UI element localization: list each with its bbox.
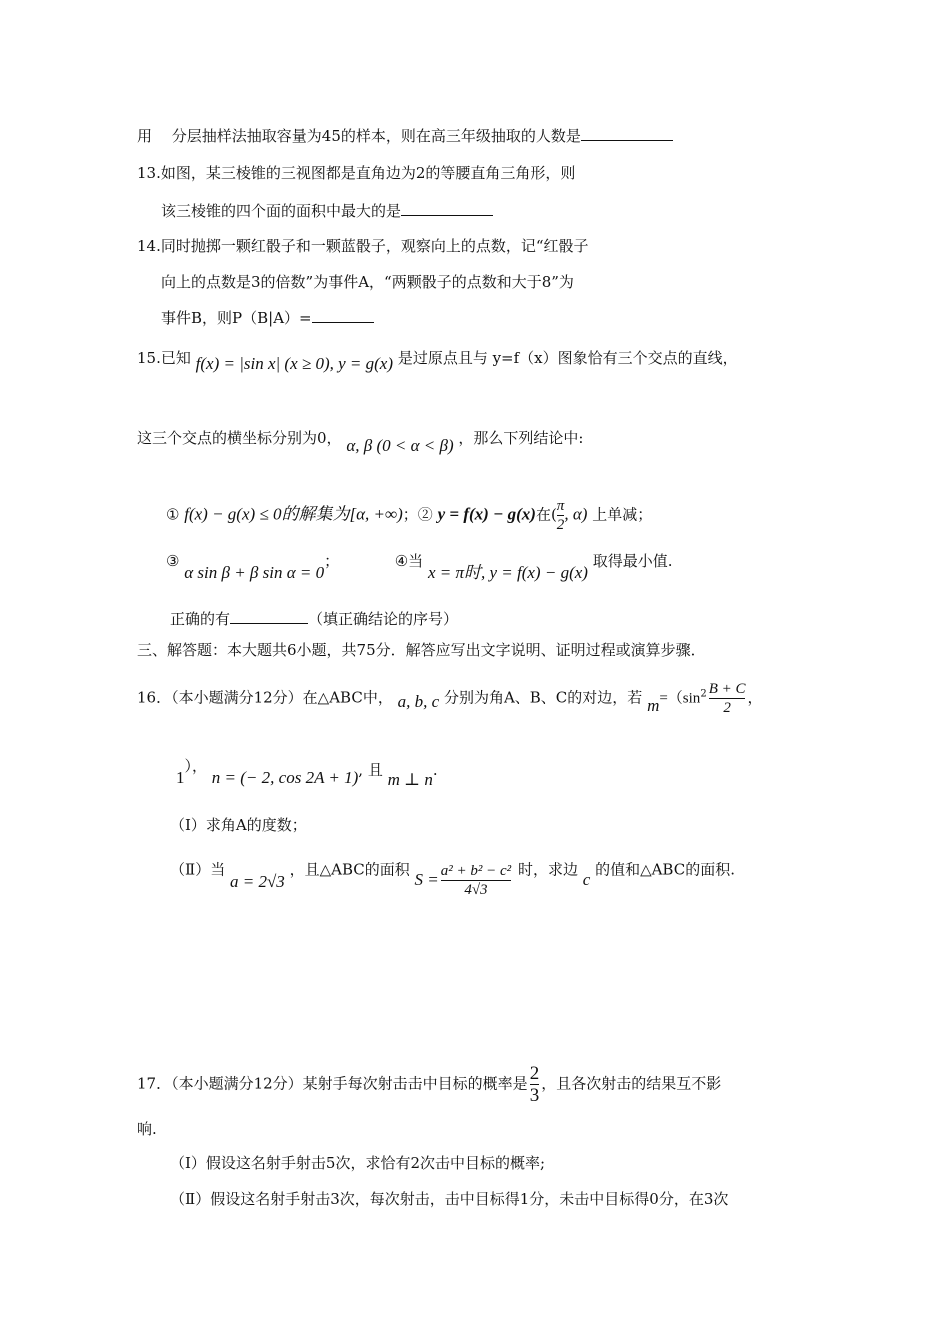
q16-perp: m ⊥ n: [387, 770, 433, 789]
q16-part2-when: 时，求边: [517, 860, 578, 879]
q14-line2: 向上的点数是3的倍数”为事件A，“两颗骰子的点数和大于8”为: [161, 273, 574, 291]
q15-line2-formula: α, β (0 < α < β): [346, 436, 454, 455]
q16-line2-one: 1: [176, 768, 185, 787]
q16-m-fraction: [709, 680, 746, 717]
q17-probability-fraction: [530, 1063, 540, 1106]
q17-suffix: ，且各次射击的结果互不影: [541, 1074, 722, 1093]
q16-line2-paren: ），: [184, 757, 208, 775]
q15-opt2-label: ；②: [402, 505, 433, 524]
q16-prefix: 16．（本小题满分12分）在△ABC中，: [137, 688, 393, 707]
q15-opt4-suffix: 取得最小值.: [592, 552, 673, 570]
q16-line2: [176, 757, 438, 789]
q13-answer-blank[interactable]: [401, 201, 493, 216]
q16-m-label: m: [647, 695, 660, 715]
q14-answer-blank[interactable]: [312, 308, 374, 323]
q15-opt2-fraction: [557, 497, 565, 534]
q16-m-eq: =（sin: [659, 690, 701, 707]
q15-options-row2: [166, 551, 673, 582]
q16-c-var: c: [582, 869, 591, 889]
q15-opt2-mid: 在(: [535, 505, 557, 524]
q15-line2-suffix: ，那么下列结论中:: [458, 429, 584, 447]
q14-line3: [161, 308, 374, 328]
q15-answer-hint: （填正确结论的序号）: [308, 610, 459, 628]
q13-line2: [161, 201, 493, 221]
q17-p-den: 3: [529, 1085, 540, 1106]
q15-opt1-formula: f(x) − g(x) ≤ 0的解集为[α, +∞): [184, 504, 403, 524]
q15-opt4-formula: x = π时, y = f(x) − g(x): [427, 563, 588, 582]
section3-heading: 三、解答题：本大题共6小题，共75分．解答应写出文字说明、证明过程或演算步骤．: [137, 641, 706, 659]
q16-abc: a, b, c: [397, 691, 440, 711]
q15-suffix: 是过原点且与 y=f（x）图象恰有三个交点的直线，: [397, 349, 738, 367]
q13-line2-text: 该三棱锥的四个面的面积中最大的是: [161, 202, 402, 220]
q16-part2-mid: ，且△ABC的面积: [289, 860, 410, 879]
q16-mid: 分别为角A、B、C的对边，若: [443, 688, 643, 707]
q16-s-den: 4√3: [464, 882, 488, 898]
q16-part2-prefix: （Ⅱ）当: [170, 860, 226, 879]
q15-opt1-label: ①: [166, 505, 180, 524]
q17-line2: 响.: [137, 1120, 157, 1138]
q17-part2: （Ⅱ）假设这名射手射击3次，每次射击，击中目标得1分，未击中目标得0分，在3次: [170, 1190, 729, 1208]
q15-answer-blank[interactable]: [230, 609, 308, 624]
q16-n-vector: n = (− 2, cos 2A + 1): [211, 768, 359, 787]
q15-options-row1: [166, 497, 652, 534]
q15-answer-prompt: 正确的有: [170, 610, 231, 628]
q15-opt2-num: π: [556, 498, 565, 514]
q15-opt3-sep: ；: [324, 552, 340, 570]
q14-line3-text: 事件B，则P（B|A）=: [161, 309, 312, 327]
q17-line1: [137, 1063, 721, 1106]
q16-m-num: B + C: [708, 681, 746, 697]
q16-m-comma: ，: [747, 688, 763, 707]
q17-prefix: 17．（本小题满分12分）某射手每次射击击中目标的概率是: [137, 1074, 528, 1093]
q17-part1: （Ⅰ）假设这名射手射击5次，求恰有2次击中目标的概率;: [170, 1154, 546, 1172]
q16-part2-suffix: 的值和△ABC的面积.: [595, 860, 735, 879]
q15-opt3-formula: α sin β + β sin α = 0: [184, 563, 325, 582]
q16-dot: .: [432, 761, 438, 779]
q16-m-den: 2: [723, 700, 731, 716]
q15-line1: [137, 348, 738, 373]
q16-s-label: S =: [414, 869, 439, 889]
q16-part1: （Ⅰ）求角A的度数；: [170, 816, 307, 834]
q16-and: , 且: [358, 761, 383, 779]
q15-answer-line: [170, 609, 458, 629]
q13-line1: 13.如图，某三棱锥的三视图都是直角边为2的等腰直角三角形，则: [137, 164, 576, 182]
q15-opt2-formula: y = f(x) − g(x): [437, 504, 536, 524]
q12-tail-text: 用 分层抽样法抽取容量为45的样本，则在高三年级抽取的人数是: [137, 127, 581, 145]
q15-opt3-label: ③: [166, 552, 180, 570]
q17-p-num: 2: [529, 1063, 540, 1084]
q16-m-sup: 2: [700, 688, 707, 700]
q15-opt2-tail: , α): [564, 504, 588, 524]
q14-line1: 14.同时抛掷一颗红骰子和一颗蓝骰子，观察向上的点数，记“红骰子: [137, 237, 589, 255]
q16-line1: [137, 680, 763, 717]
q12-answer-blank[interactable]: [581, 126, 673, 141]
q15-formula: f(x) = |sin x| (x ≥ 0), y = g(x): [195, 354, 394, 373]
q15-line2: [137, 428, 584, 455]
q15-prefix: 15.已知: [137, 349, 191, 367]
q16-s-fraction: [441, 862, 511, 899]
q16-s-num: a² + b² − c²: [440, 863, 512, 879]
q16-part2: [170, 852, 735, 898]
q16-a-value: a = 2√3: [229, 871, 285, 891]
q15-opt4-label: ④当: [394, 552, 424, 570]
q12-tail-line: [137, 126, 673, 146]
q15-opt2-den: 2: [556, 517, 565, 533]
q15-opt2-suffix: 上单减；: [592, 505, 653, 524]
q15-line2-prefix: 这三个交点的横坐标分别为0，: [137, 429, 342, 447]
